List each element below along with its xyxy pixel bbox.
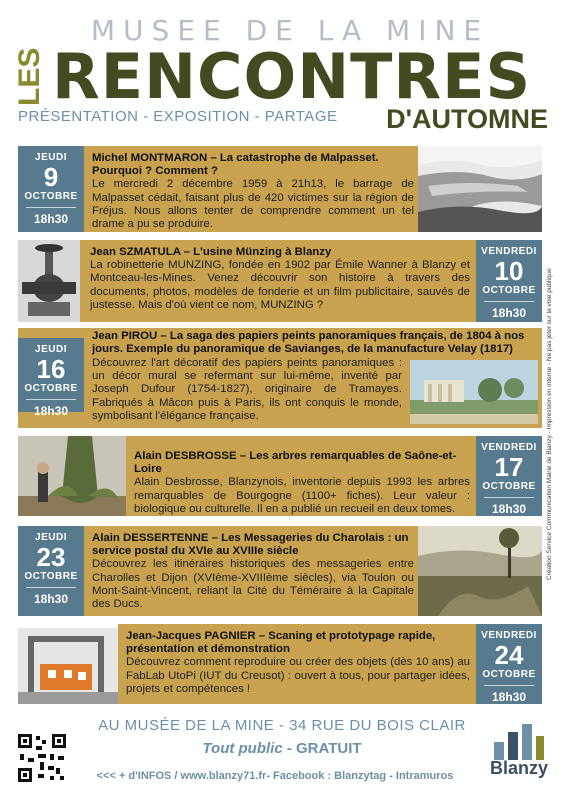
- rencontres-title: RENCONTRES: [52, 40, 532, 113]
- event-title: Alain DESBROSSE – Les arbres remarquables de Saône-et-Loire: [134, 450, 457, 476]
- event-date-box: VENDREDI 17 OCTOBRE 18h30: [476, 436, 542, 516]
- wallpaper-photo: [410, 360, 538, 424]
- event-description: Découvrez comment reproduire ou créer des objets (dès 10 ans) au FabLab UtoPi (IUT du Creusot) : ouvert à tous, pour partager idées, projets et compétences !: [126, 656, 470, 695]
- event-6: [18, 624, 542, 704]
- event-4: [18, 436, 542, 516]
- event-5: [18, 526, 542, 616]
- event-description: Découvrez l'art décoratif des papiers peints panoramiques : un décor mural se refermant sur lui-même, inventé par Joseph Dufour (1754-1827), originaire de Tramayes. Fabriqués à Mâcon puis à Paris, ils ont conquis le monde, symbolisant l'élégance française.: [92, 357, 402, 422]
- price-label: - GRATUIT: [282, 740, 362, 757]
- qr-code-icon[interactable]: [16, 732, 68, 784]
- event-title: Jean SZMATULA – L'usine Münzing à Blanzy: [90, 246, 332, 258]
- event-description: La robinetterie MUNZING, fondée en 1902 par Émile Wanner à Blanzy et Montceau-les-Mines. Venez découvrir son histoire à travers des documents, photos, modèles de fonderie et un film publicitaire, sauvés de justesse. Mais d'où vient ce nom, MUNZING ?: [90, 259, 470, 311]
- audience-price: [60, 740, 504, 757]
- event-title: Alain DESSERTENNE – Les Messageries du Charolais : un service postal du XVIe au XVIIIe siècle: [92, 532, 409, 558]
- event-title: Michel MONTMARON – La catastrophe de Malpasset. Pourquoi ? Comment ?: [92, 152, 379, 178]
- info-links[interactable]: <<< + d'INFOS / www.blanzy71.fr- Facebook : Blanzytag - Intramuros: [96, 770, 454, 782]
- automne-title: D'AUTOMNE: [386, 104, 548, 134]
- museum-title: MUSEE DE LA MINE: [90, 14, 490, 47]
- dam-photo: [418, 146, 542, 232]
- event-date-box: JEUDI 16 OCTOBRE 18h30: [18, 338, 84, 412]
- event-description: Alain Desbrosse, Blanzynois, inventorie depuis 1993 les arbres remarquables de Bourgogne (1100+ fiches). Leur valeur : biologique ou culturelle. Il en a publié un recueil en deux tomes.: [134, 476, 470, 515]
- valve-photo: [18, 240, 80, 322]
- event-date-box: JEUDI 23 OCTOBRE 18h30: [18, 526, 84, 616]
- event-1: [18, 146, 542, 232]
- tree-photo: [18, 436, 126, 516]
- event-date-box: JEUDI 9 OCTOBRE 18h30: [18, 146, 84, 232]
- audience-label: Tout public: [202, 740, 283, 757]
- event-date-box: VENDREDI 24 OCTOBRE 18h30: [476, 624, 542, 704]
- event-description: Découvrez les itinéraires historiques des messageries entre Charolles et Dijon (XVIème-XVIIIème siècles), via Toulon ou Mont-Saint-Vincent, reliant la Cité du Téméraire à la Capitale des Ducs.: [92, 558, 414, 611]
- event-title: Jean PIROU – La saga des papiers peints panoramiques français, de 1804 à nos jours. Exemple du panoramique de Saviang​es, de la manufacture Velay (1817): [92, 330, 525, 356]
- les-vertical-title: LES: [13, 47, 46, 106]
- event-description: Le mercredi 2 décembre 1959 à 21h13, le barrage de Malpasset cédait, faisant plus de 420 victimes sur la région de Fréjus. Nous allons tenter de comprendre comment un tel drame a pu se produire.: [92, 178, 414, 231]
- event-3: [18, 328, 542, 428]
- 3d-printer-photo: [18, 628, 118, 704]
- landscape-photo: [418, 526, 542, 616]
- print-credit: Création Service Communication Mairie de Blanzy - Impression en interne - Ne pas jeter sur la voie publique: [546, 268, 553, 580]
- event-title: Jean-Jacques PAGNIER – Scaning et prototypage rapide, présentation et démonstration: [126, 630, 436, 656]
- blanzy-logo-text: Blanzy: [489, 758, 549, 778]
- tagline: PRÉSENTATION - EXPOSITION - PARTAGE: [18, 108, 338, 125]
- event-2: [18, 240, 542, 322]
- event-date-box: VENDREDI 10 OCTOBRE 18h30: [476, 240, 542, 322]
- venue-address: AU MUSÉE DE LA MINE - 34 RUE DU BOIS CLAIR: [98, 717, 466, 734]
